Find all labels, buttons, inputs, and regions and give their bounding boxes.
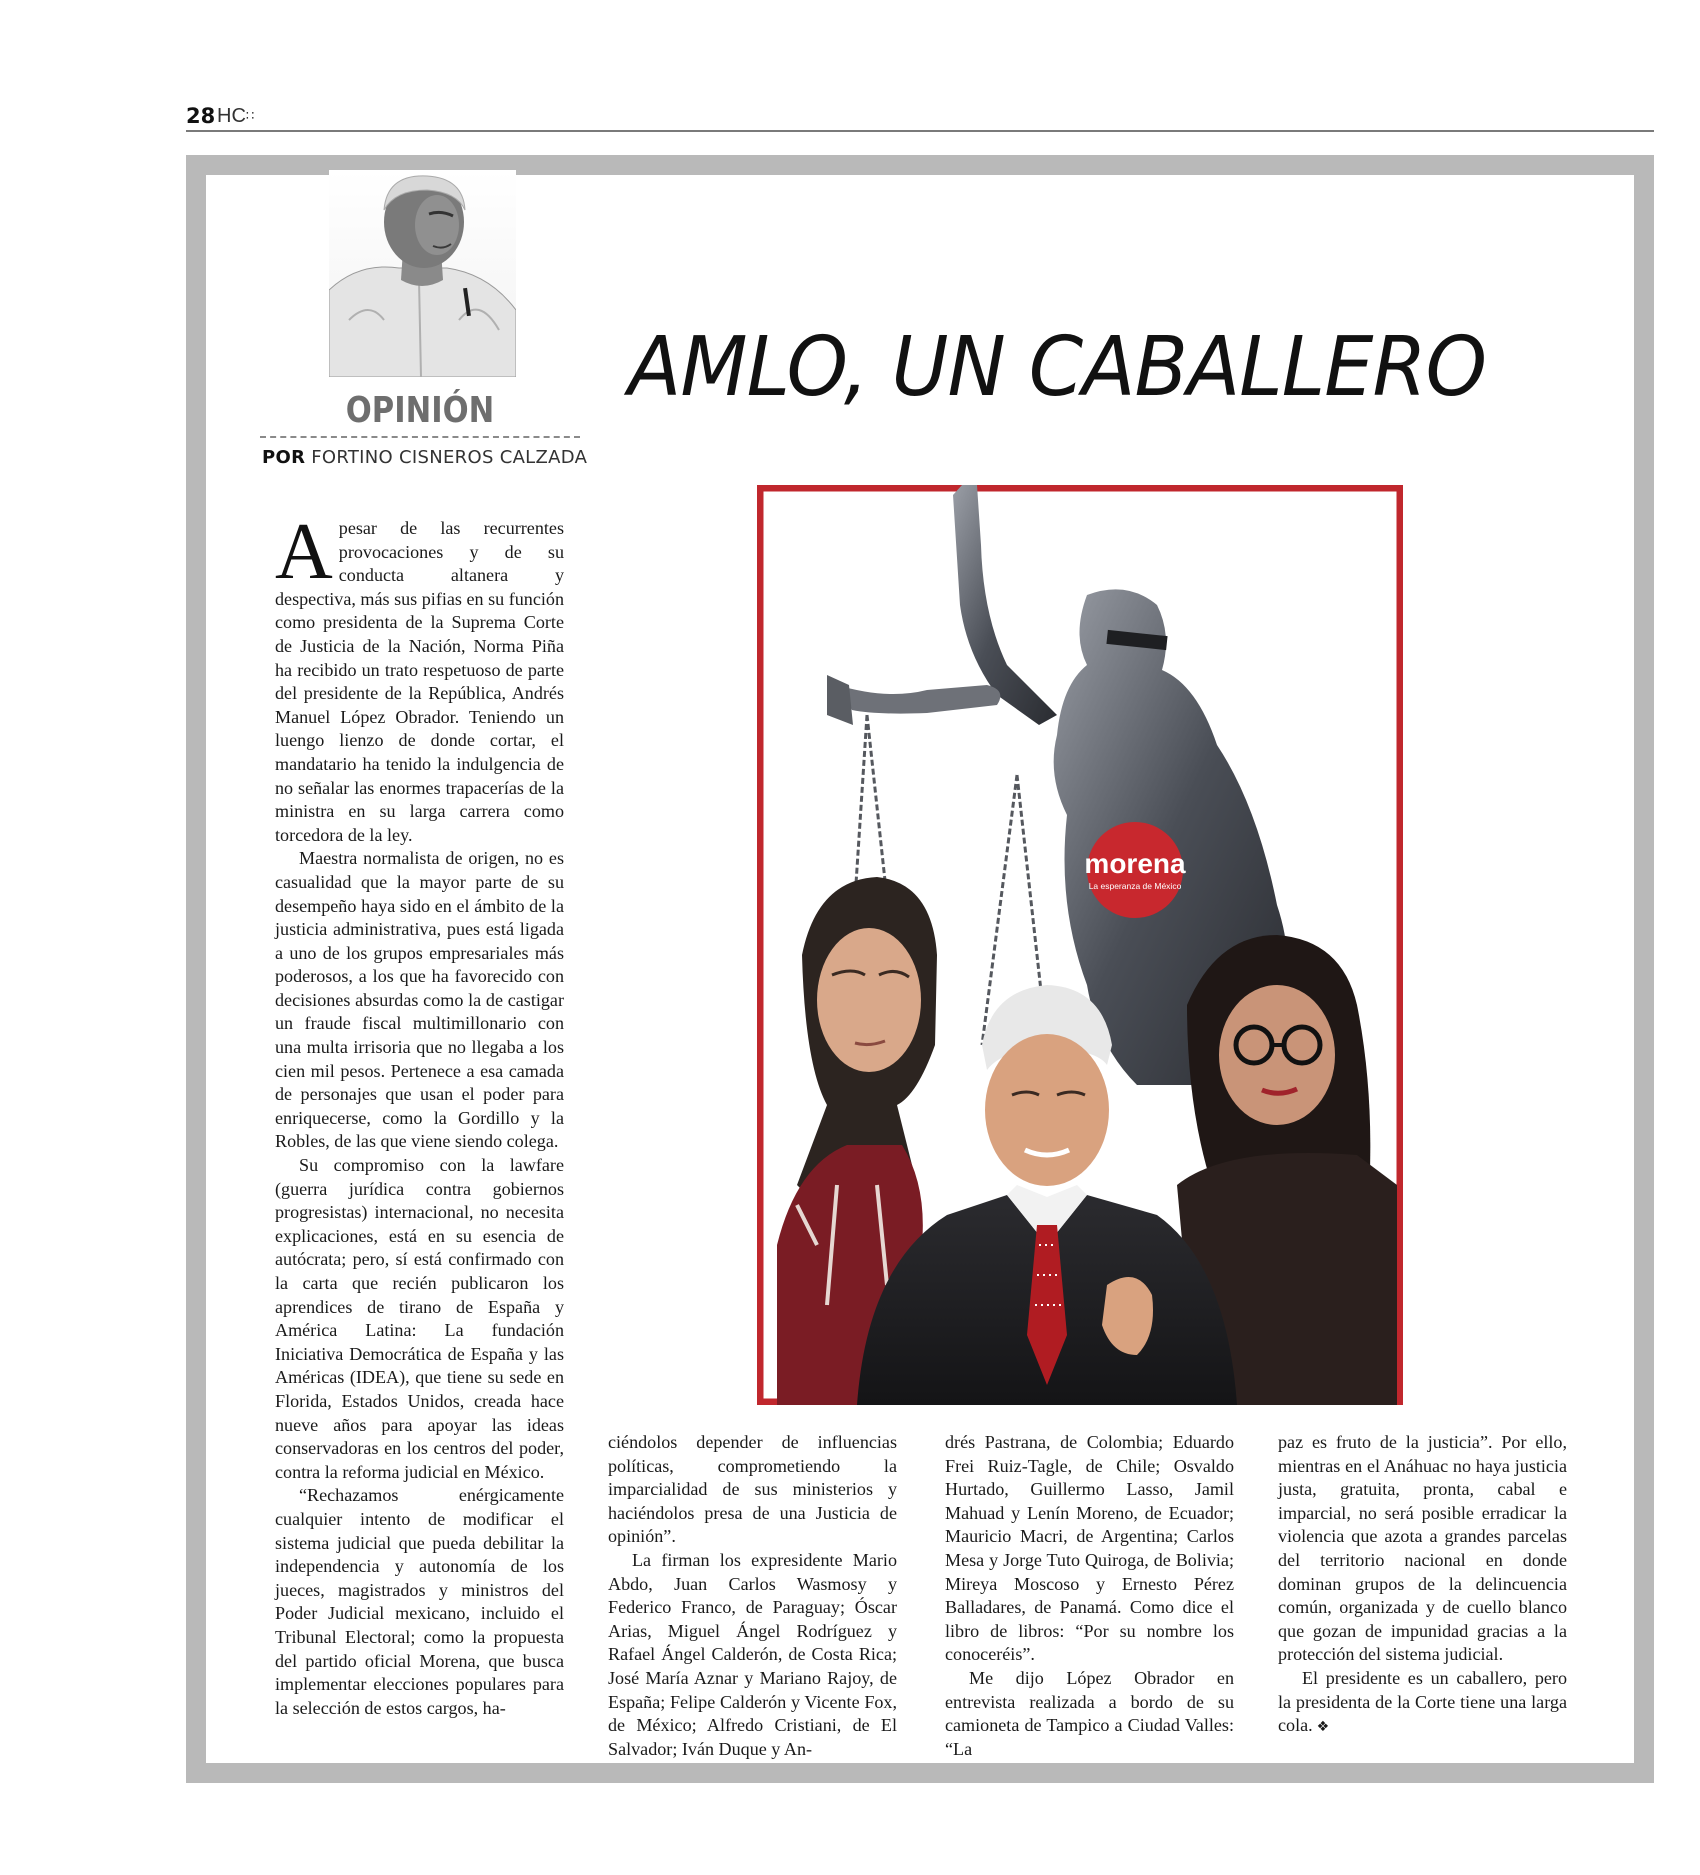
article-column-1: [275, 508, 564, 1732]
section-divider: [260, 436, 580, 438]
page-header: [186, 104, 1654, 132]
author-name: FORTINO CISNEROS CALZADA: [311, 447, 588, 468]
byline-prefix: POR: [262, 447, 306, 468]
paragraph: Me dijo López Obrador en entrevista realizada a bordo de su camioneta de Tampico a Ciudad Valles: “La: [945, 1667, 1234, 1759]
badge-title: morena: [1084, 848, 1186, 879]
article-column-4: [1278, 1431, 1567, 1741]
paragraph-text: El presidente es un caballero, pero la presidenta de la Corte tiene una larga cola.: [1278, 1667, 1567, 1736]
paragraph: La firman los expresidente Mario Abdo, Juan Carlos Wasmosy y Federico Franco, de Paraguay; Óscar Arias, Miguel Ángel Rodríguez y Rafael Ángel Calderón, de Costa Rica; José María Aznar y Mariano Rajoy, de España; Felipe Calderón y Vicente Fox, de México; Alfredo Cristiani, de El Salvador; Iván Duque y An-: [608, 1549, 897, 1759]
article-column-3: [945, 1431, 1234, 1759]
byline: [262, 447, 588, 468]
author-photo-image: [329, 170, 516, 377]
section-label: OPINIÓN: [345, 390, 495, 431]
paragraph: ciéndolos depender de influencias políticas, comprometiendo la imparcialidad de sus ministerios y haciéndolos presa de una Justicia de opinión”.: [608, 1432, 897, 1547]
paragraph: “Rechazamos enérgicamente cualquier intento de modificar el sistema judicial que pueda debilitar la independencia y autonomía de los jueces, magistrados y ministros del Poder Judicial mexicano, incluido el Tribunal Electoral; como la propuesta del partido oficial Morena, que busca implementar elecciones populares para la selección de estos cargos, ha-: [275, 1485, 564, 1718]
justice-collage-image: [757, 485, 1403, 1405]
paragraph: [1278, 1667, 1567, 1740]
dots-ornament-icon: ∷: [246, 109, 254, 124]
paragraph: Su compromiso con la lawfare (guerra jurídica contra gobiernos progresistas) internacional, no necesita explicaciones, está en su esencia de autócrata; pero, sí está confirmado con la carta que recién publicaron los aprendices de tirano de España y América Latina: La fundación Iniciativa Democrática de España y las Américas (IDEA), que tiene su sede en Florida, Estados Unidos, creada hace nueve años para apoyar las ideas conservadoras en los centros del poder, contra la reforma judicial en México.: [275, 1155, 564, 1482]
paragraph: Maestra normalista de origen, no es casualidad que la mayor parte de su desempeño haya sido en el ámbito de la justicia administrativa, pues está ligada a uno de los grupos empresariales más poderosos, a los que ha favorecido con decisiones absurdas como la de castigar un fraude fiscal multimillonario con una multa irrisoria que no llegaba a los cien mil pesos. Pertenece a esa camada de personajes que usan el poder para enriquecerse, como la Gordillo y la Robles, de las que viene siendo colega.: [275, 848, 564, 1152]
illustration: [757, 485, 1403, 1405]
badge-subtitle: La esperanza de México: [1088, 881, 1182, 891]
article-column-2: [608, 1431, 897, 1759]
end-mark-icon: ❖: [1316, 1719, 1330, 1736]
drop-cap: A: [275, 508, 333, 596]
paragraph-text: pesar de las recurrentes provocaciones y de su conducta altanera y despectiva, más sus pifias en su función como presidenta de la Suprema Corte de Justicia de la Nación, Norma Piña ha recibido un trato respetuoso de parte del presidente de la República, Andrés Manuel López Obrador. Teniendo un luengo lienzo de donde cortar, el mandatario ha tenido la indulgencia de no señalar las enormes trapacerías de la ministra en su larga carrera como torcedora de la ley.: [275, 518, 564, 845]
page-number: 28: [186, 104, 216, 128]
publication-code: HC: [217, 105, 246, 127]
headline: AMLO, UN CABALLERO: [628, 320, 1487, 415]
paragraph: drés Pastrana, de Colombia; Eduardo Frei Ruiz-Tagle, de Chile; Osvaldo Hurtado, Guillermo Lasso, Jamil Mahuad y Lenín Moreno, de Ecuador; Mauricio Macri, de Argentina; Carlos Mesa y Jorge Tuto Quiroga, de Bolivia; Mireya Moscoso y Ernesto Pérez Balladares, de Panamá. Como dice el libro de libros: “Por su nombre los conoceréis”.: [945, 1432, 1234, 1665]
author-portrait: [329, 170, 516, 377]
paragraph: paz es fruto de la justicia”. Por ello, mientras en el Anáhuac no haya justicia justa, gratuita, pronta, cabal e imparcial, no será posible erradicar la violencia que azota a grandes parcelas del territorio nacional en donde dominan grupos de la delincuencia común, organizada y de cuello blanco que gozan de impunidad gracias a la protección del sistema judicial.: [1278, 1432, 1567, 1665]
paragraph: [275, 508, 564, 847]
